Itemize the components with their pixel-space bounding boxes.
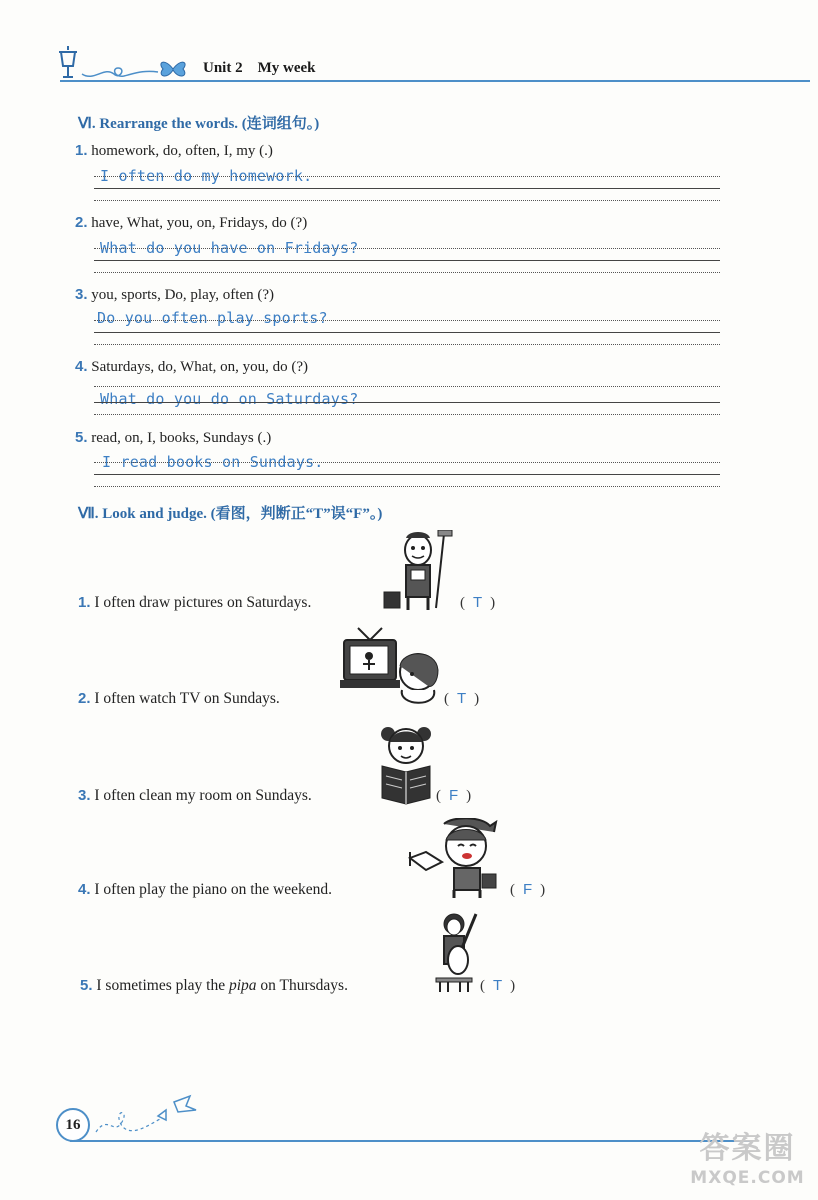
answer-bracket: ( T ) [460,594,496,611]
rearrange-item-4 [75,358,308,376]
lamp-icon [54,44,82,84]
judge-item-3 [78,787,312,805]
scrambled-words: you, sports, Do, play, often (?) [91,287,275,303]
footer-swirl-decoration [92,1094,202,1142]
answer-bracket: ( T ) [444,690,480,707]
footer-rule [70,1140,750,1142]
girl-playing-pipa-icon [432,912,480,998]
writing-line [94,188,720,189]
cleaning-person-icon [378,530,458,616]
watermark-logo-text: 答案圈 [699,1131,796,1166]
rearrange-item-3 [75,286,274,304]
statement-text: I often clean my room on Sundays. [94,787,312,804]
writing-line-dotted [94,414,720,415]
statement-text-after: on Thursdays. [256,977,348,994]
writing-line-dotted [94,176,720,177]
statement-text: I often play the piano on the weekend. [94,881,332,898]
item-number: 5. [75,429,88,446]
statement-text-before: I sometimes play the [96,977,229,994]
girl-watching-tv-icon [340,626,446,716]
girl-reading-book-icon [378,722,434,810]
writing-line-dotted [94,486,720,487]
item-number: 4. [75,358,88,375]
rearrange-item-2 [75,214,307,232]
page-number: 16 [56,1108,90,1142]
unit-title: Unit 2 My week [203,60,316,76]
judge-item-2 [78,690,280,708]
answer-text: What do you have on Fridays? [100,239,359,257]
watermark-url: MXQE.COM [690,1168,805,1188]
statement-text: I often watch TV on Sundays. [94,690,280,707]
answer-mark: F [523,881,533,898]
writing-line-dotted [94,462,720,463]
answer-bracket: ( F ) [510,881,546,898]
answer-bracket: ( T ) [480,977,516,994]
writing-line-dotted [94,272,720,273]
answer-bracket: ( F ) [436,787,472,804]
item-number: 4. [78,881,91,898]
writing-line [94,260,720,261]
judge-item-1 [78,594,311,612]
section-7-heading: Ⅶ. Look and judge. (看图，判断正“T”误“F”。) [78,506,383,522]
scrambled-words: have, What, you, on, Fridays, do (?) [91,215,308,231]
answer-text: I often do my homework. [100,167,313,185]
statement-text: I often draw pictures on Saturdays. [94,594,312,611]
item-number: 3. [78,787,91,804]
writing-line [94,332,720,333]
writing-line-dotted [94,200,720,201]
answer-text: I read books on Sundays. [102,453,324,471]
item-number: 1. [78,594,91,611]
answer-mark: T [473,594,483,611]
writing-line-dotted [94,386,720,387]
scrambled-words: Saturdays, do, What, on, you, do (?) [91,359,309,375]
item-number: 2. [78,690,91,707]
answer-mark: T [457,690,467,707]
writing-line-dotted [94,320,720,321]
writing-line [94,474,720,475]
scrambled-words: homework, do, often, I, my (.) [91,143,273,159]
writing-line [94,402,720,403]
answer-mark: F [449,787,459,804]
writing-line-dotted [94,344,720,345]
answer-text: What do you do on Saturdays? [100,390,359,408]
writing-line-dotted [94,248,720,249]
girl-with-trumpet-icon [404,818,508,904]
judge-item-5 [80,977,348,995]
site-watermark [680,1130,815,1196]
item-number: 1. [75,142,88,159]
section-6-heading: Ⅵ. Rearrange the words. (连词组句。) [78,116,320,132]
judge-item-4 [78,881,332,899]
rearrange-item-5 [75,429,271,447]
scrambled-words: read, on, I, books, Sundays (.) [91,430,272,446]
statement-italic-word: pipa [228,977,257,994]
rearrange-item-1 [75,142,273,160]
answer-text: Do you often play sports? [97,309,328,327]
swirl-decoration [80,60,160,86]
item-number: 2. [75,214,88,231]
header-rule [60,80,810,82]
item-number: 3. [75,286,88,303]
answer-mark: T [493,977,503,994]
item-number: 5. [80,977,93,994]
